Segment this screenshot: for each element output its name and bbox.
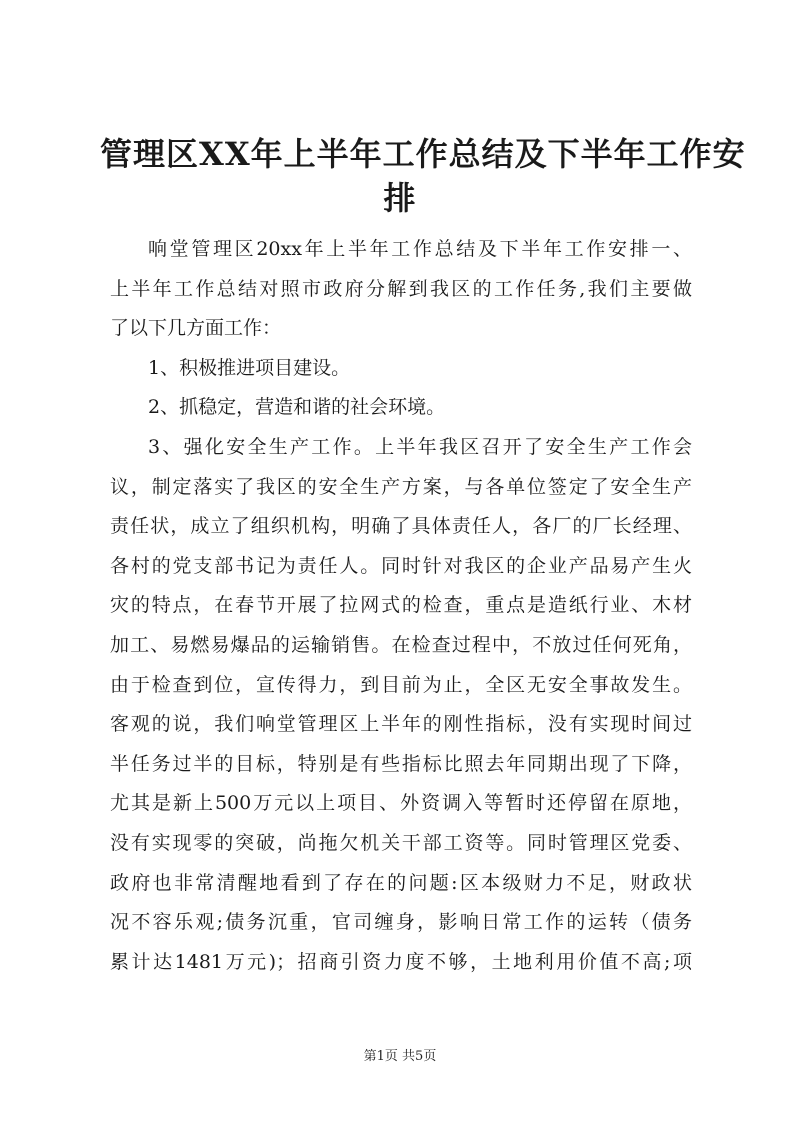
body-line: 况不容乐观;债务沉重，官司缠身，影响日常工作的运转（债务	[110, 911, 692, 934]
body-line: 议，制定落实了我区的安全生产方案，与各单位签定了安全生产	[110, 475, 692, 498]
body-line: 上半年工作总结对照市政府分解到我区的工作任务,我们主要做	[110, 277, 692, 300]
body-line: 半任务过半的目标，特别是有些指标比照去年同期出现了下降，	[110, 752, 692, 775]
body-line: 由于检查到位，宣传得力，到目前为止，全区无安全事故发生。	[110, 673, 692, 696]
list-item: 1、积极推进项目建设。	[148, 356, 351, 379]
body-line: 了以下几方面工作：	[110, 317, 282, 340]
body-line: 灾的特点，在春节开展了拉网式的检查，重点是造纸行业、木材	[110, 594, 692, 617]
body-text	[110, 230, 692, 982]
list-item: 3、强化安全生产工作。上半年我区召开了安全生产工作会	[148, 435, 692, 458]
body-line: 尤其是新上500万元以上项目、外资调入等暂时还停留在原地，	[110, 792, 692, 815]
body-line: 加工、易燃易爆品的运输销售。在检查过程中，不放过任何死角，	[110, 633, 692, 656]
body-line: 各村的党支部书记为责任人。同时针对我区的企业产品易产生火	[110, 554, 692, 577]
body-line: 政府也非常清醒地看到了存在的问题:区本级财力不足，财政状	[110, 871, 692, 894]
body-line: 没有实现零的突破，尚拖欠机关干部工资等。同时管理区党委、	[110, 831, 692, 854]
body-line: 累计达1481万元)；招商引资力度不够，土地利用价值不高;项	[110, 950, 692, 973]
list-item: 2、抓稳定，营造和谐的社会环境。	[148, 396, 446, 419]
title-line-1: 管理区XX年上半年工作总结及下半年工作安	[100, 135, 746, 173]
page-title	[100, 132, 746, 220]
title-line-2: 排	[383, 179, 417, 217]
body-line: 响堂管理区20xx年上半年工作总结及下半年工作安排一、	[148, 238, 692, 260]
body-line: 责任状，成立了组织机构，明确了具体责任人，各厂的厂长经理、	[110, 515, 692, 538]
body-line: 客观的说，我们响堂管理区上半年的刚性指标，没有实现时间过	[110, 713, 692, 736]
page-footer: 第1页 共5页	[363, 1049, 437, 1064]
